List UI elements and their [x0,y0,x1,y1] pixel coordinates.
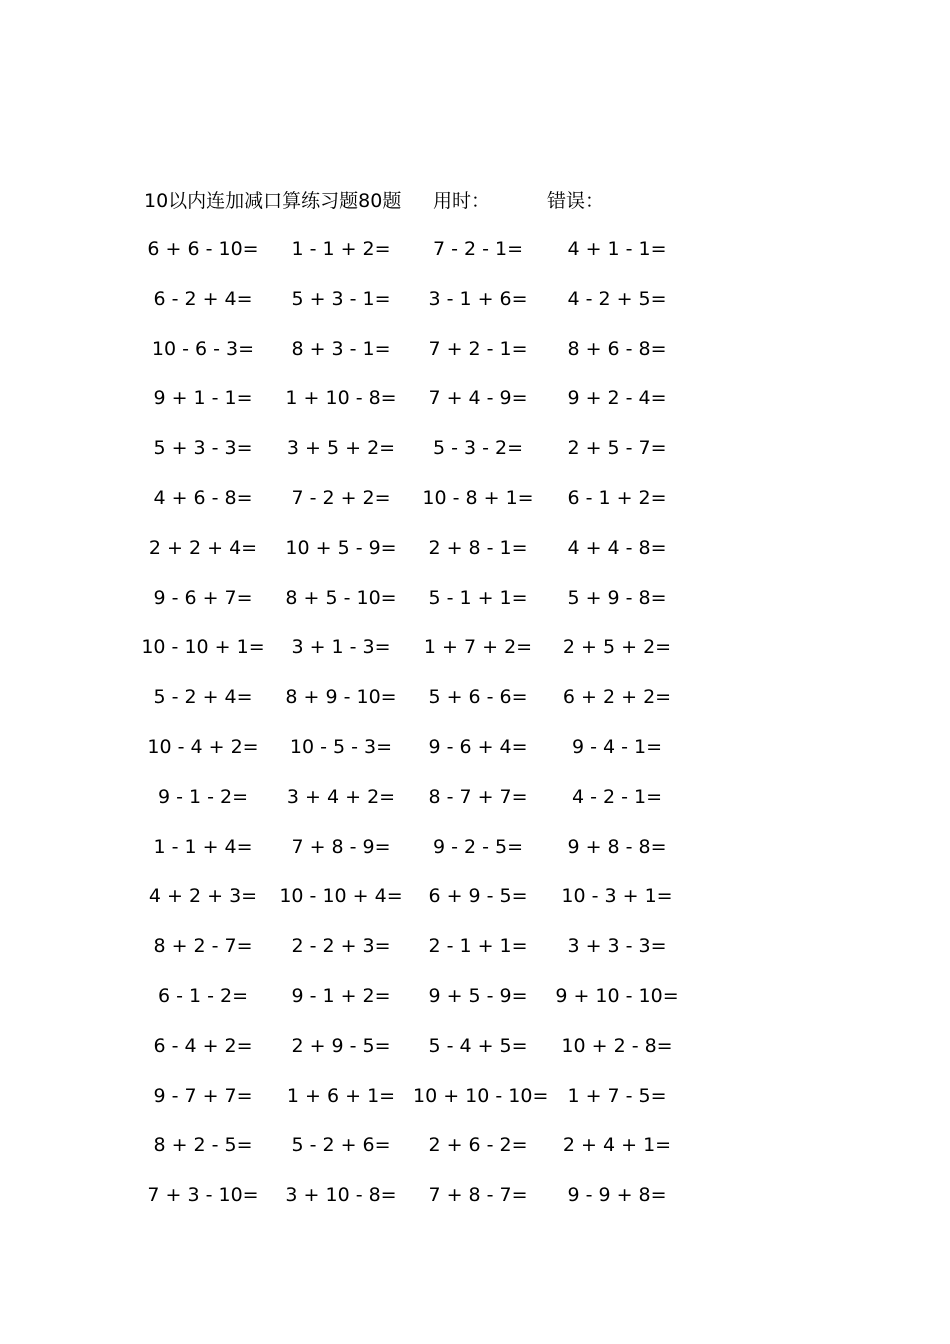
problem-item: 2 - 2 + 3= [291,935,391,958]
problem-item: 3 + 4 + 2= [286,785,396,808]
problem-row [0,1131,950,1181]
time-label: 用时： [433,190,491,212]
problem-item: 9 + 10 - 10= [555,984,679,1007]
problem-item: 5 - 2 + 6= [291,1134,391,1157]
problem-item: 8 - 7 + 7= [428,785,528,808]
problem-item: 2 + 2 + 4= [148,536,258,559]
problem-item: 1 - 1 + 2= [291,238,391,260]
problem-item: 2 + 5 - 7= [567,437,667,460]
worksheet-header [0,186,950,214]
problem-item: 5 - 2 + 4= [153,686,253,709]
problem-grid [0,235,950,1231]
problem-item: 7 - 2 - 1= [432,238,524,260]
problem-row [0,384,950,434]
problem-row [0,932,950,982]
problem-item: 5 - 4 + 5= [428,1034,528,1057]
problem-item: 1 + 6 + 1= [286,1084,396,1107]
problem-item: 1 + 10 - 8= [285,387,397,410]
problem-item: 10 - 5 - 3= [289,735,393,758]
problem-item: 4 - 2 + 5= [567,287,667,310]
problem-item: 10 - 10 + 4= [279,885,403,908]
problem-item: 8 + 2 - 5= [153,1134,253,1157]
problem-item: 2 - 1 + 1= [428,935,528,958]
problem-item: 2 + 5 + 2= [562,636,672,659]
problem-item: 6 + 2 + 2= [562,686,672,709]
problem-item: 8 + 6 - 8= [567,337,667,360]
problem-item: 7 + 2 - 1= [428,337,528,360]
problem-row [0,584,950,634]
problem-item: 4 + 2 + 3= [148,885,258,908]
problem-row [0,633,950,683]
problem-row [0,1032,950,1082]
problem-item: 5 - 3 - 2= [432,437,524,460]
problem-row [0,335,950,385]
problem-item: 9 - 6 + 4= [428,735,528,758]
problem-item: 5 + 9 - 8= [567,586,667,609]
problem-item: 9 + 1 - 1= [153,387,253,410]
problem-item: 1 + 7 + 2= [423,636,533,659]
problem-item: 3 + 5 + 2= [286,437,396,460]
problem-row [0,484,950,534]
problem-item: 8 + 3 - 1= [291,337,391,360]
problem-item: 3 + 1 - 3= [291,636,391,659]
problem-item: 9 - 1 + 2= [291,984,391,1007]
problem-item: 7 + 4 - 9= [428,387,528,410]
problem-item: 9 - 2 - 5= [432,835,524,858]
problem-row [0,733,950,783]
problem-item: 8 + 5 - 10= [285,586,397,609]
problem-row [0,683,950,733]
problem-item: 6 - 1 - 2= [157,984,249,1007]
problem-item: 3 - 1 + 6= [428,287,528,310]
problem-row [0,882,950,932]
problem-item: 6 - 1 + 2= [567,486,667,509]
problem-row [0,783,950,833]
problem-item: 8 + 9 - 10= [285,686,397,709]
problem-item: 9 - 6 + 7= [153,586,253,609]
problem-item: 1 - 1 + 4= [153,835,253,858]
problem-item: 9 - 4 - 1= [571,735,663,758]
problem-item: 7 - 2 + 2= [291,486,391,509]
problem-item: 2 + 6 - 2= [428,1134,528,1157]
problem-item: 9 - 1 - 2= [157,785,249,808]
problem-item: 5 - 1 + 1= [428,586,528,609]
problem-item: 7 + 8 - 9= [291,835,391,858]
problem-item: 3 + 10 - 8= [285,1184,397,1207]
problem-item: 10 + 10 - 10= [413,1084,549,1107]
problem-item: 9 - 9 + 8= [567,1184,667,1207]
errors-label: 错误： [547,190,605,212]
problem-item: 5 + 6 - 6= [428,686,528,709]
problem-row [0,833,950,883]
problem-item: 3 + 3 - 3= [567,935,667,958]
problem-item: 10 - 6 - 3= [151,337,255,360]
problem-row [0,1181,950,1231]
problem-item: 10 + 2 - 8= [561,1034,673,1057]
problem-item: 6 + 6 - 10= [147,238,259,260]
problem-row [0,982,950,1032]
problem-item: 1 + 7 - 5= [567,1084,667,1107]
problem-item: 9 - 7 + 7= [153,1084,253,1107]
problem-item: 4 - 2 - 1= [571,785,663,808]
problem-item: 4 + 4 - 8= [567,536,667,559]
problem-item: 2 + 4 + 1= [562,1134,672,1157]
problem-item: 5 + 3 - 3= [153,437,253,460]
problem-row [0,434,950,484]
worksheet-title: 10以内连加减口算练习题80题 [144,190,402,212]
problem-item: 7 + 3 - 10= [147,1184,259,1207]
problem-item: 5 + 3 - 1= [291,287,391,310]
problem-item: 6 + 9 - 5= [428,885,528,908]
problem-row [0,285,950,335]
problem-item: 9 + 5 - 9= [428,984,528,1007]
problem-item: 2 + 8 - 1= [428,536,528,559]
problem-item: 10 - 3 + 1= [561,885,673,908]
problem-item: 10 - 10 + 1= [141,636,265,659]
problem-item: 4 + 1 - 1= [567,238,667,260]
problem-item: 6 - 2 + 4= [153,287,253,310]
problem-item: 6 - 4 + 2= [153,1034,253,1057]
problem-item: 7 + 8 - 7= [428,1184,528,1207]
problem-item: 4 + 6 - 8= [153,486,253,509]
problem-item: 9 + 2 - 4= [567,387,667,410]
problem-row [0,534,950,584]
problem-item: 10 - 4 + 2= [147,735,259,758]
problem-item: 10 - 8 + 1= [422,486,534,509]
problem-item: 9 + 8 - 8= [567,835,667,858]
problem-item: 8 + 2 - 7= [153,935,253,958]
problem-item: 2 + 9 - 5= [291,1034,391,1057]
problem-row [0,235,950,285]
problem-item: 10 + 5 - 9= [285,536,397,559]
problem-row [0,1082,950,1132]
